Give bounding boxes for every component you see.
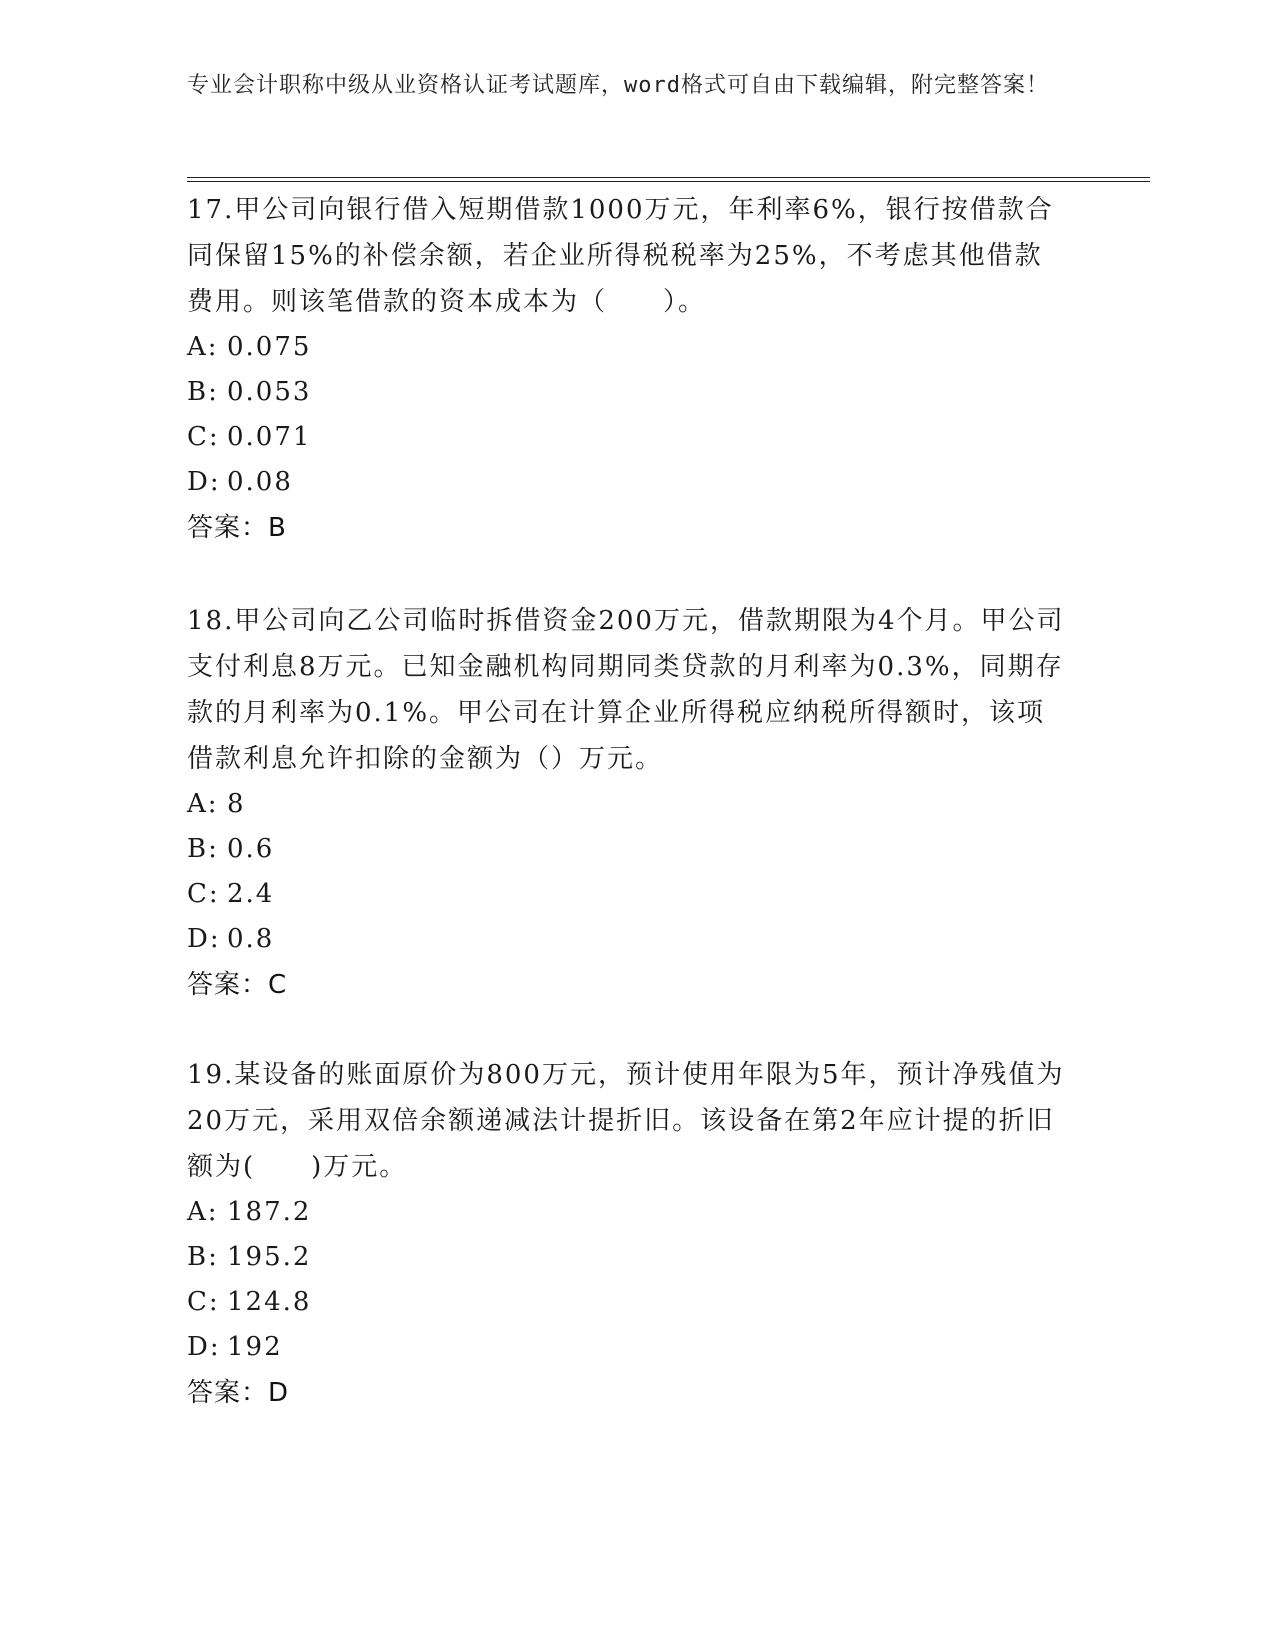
header-divider-bottom bbox=[187, 181, 1150, 182]
option-d bbox=[187, 460, 1067, 505]
option-text: 0.071 bbox=[227, 422, 312, 452]
option-list bbox=[187, 325, 1067, 505]
answer-key: 答案：D bbox=[187, 1378, 290, 1408]
option-text: 8 bbox=[227, 789, 246, 819]
option-b bbox=[187, 827, 1067, 872]
option-text: 0.6 bbox=[227, 834, 275, 864]
option-letter: B: bbox=[187, 1242, 219, 1272]
option-d bbox=[187, 1325, 1067, 1370]
answer-key: 答案：B bbox=[187, 513, 287, 543]
question-stem: 19.某设备的账面原价为800万元，预计使用年限为5年，预计净残值为20万元，采用双倍余额递减法计提折旧。该设备在第2年应计提的折旧额为( )万元。 bbox=[187, 1060, 1065, 1182]
option-d bbox=[187, 917, 1067, 962]
option-letter: D: bbox=[187, 1332, 221, 1362]
option-letter: B: bbox=[187, 377, 219, 407]
option-list bbox=[187, 1190, 1067, 1370]
question-stem: 18.甲公司向乙公司临时拆借资金200万元，借款期限为4个月。甲公司支付利息8万元。已知金融机构同期同类贷款的月利率为0.3%，同期存款的月利率为0.1%。甲公司在计算企业所得税应纳税所得额时，该项借款利息允许扣除的金额为（）万元。 bbox=[187, 606, 1065, 774]
option-letter: C: bbox=[187, 422, 220, 452]
question-stem: 17.甲公司向银行借入短期借款1000万元，年利率6%，银行按借款合同保留15%的补偿余额，若企业所得税税率为25%，不考虑其他借款费用。则该笔借款的资本成本为（ ）。 bbox=[187, 195, 1054, 317]
option-text: 0.075 bbox=[227, 332, 312, 362]
option-letter: C: bbox=[187, 879, 220, 909]
option-b bbox=[187, 370, 1067, 415]
option-letter: A: bbox=[187, 789, 219, 819]
option-letter: C: bbox=[187, 1287, 220, 1317]
header-divider-top bbox=[187, 177, 1150, 178]
option-c bbox=[187, 1280, 1067, 1325]
option-text: 124.8 bbox=[227, 1287, 312, 1317]
option-text: 0.08 bbox=[227, 467, 293, 497]
option-text: 2.4 bbox=[227, 879, 275, 909]
question-18 bbox=[187, 598, 1067, 1008]
option-text: 192 bbox=[227, 1332, 283, 1362]
option-c bbox=[187, 872, 1067, 917]
option-letter: D: bbox=[187, 924, 221, 954]
option-text: 195.2 bbox=[227, 1242, 312, 1272]
option-letter: D: bbox=[187, 467, 221, 497]
option-letter: A: bbox=[187, 332, 219, 362]
option-b bbox=[187, 1235, 1067, 1280]
option-a bbox=[187, 325, 1067, 370]
option-c bbox=[187, 415, 1067, 460]
option-list bbox=[187, 782, 1067, 962]
option-text: 187.2 bbox=[227, 1197, 312, 1227]
question-17 bbox=[187, 187, 1067, 551]
option-letter: A: bbox=[187, 1197, 219, 1227]
answer-key: 答案：C bbox=[187, 970, 288, 1000]
option-letter: B: bbox=[187, 834, 219, 864]
option-a bbox=[187, 1190, 1067, 1235]
question-19 bbox=[187, 1052, 1067, 1416]
option-text: 0.053 bbox=[227, 377, 312, 407]
option-text: 0.8 bbox=[227, 924, 275, 954]
option-a bbox=[187, 782, 1067, 827]
header-note: 专业会计职称中级从业资格认证考试题库，word格式可自由下载编辑，附完整答案！ bbox=[187, 73, 1049, 98]
